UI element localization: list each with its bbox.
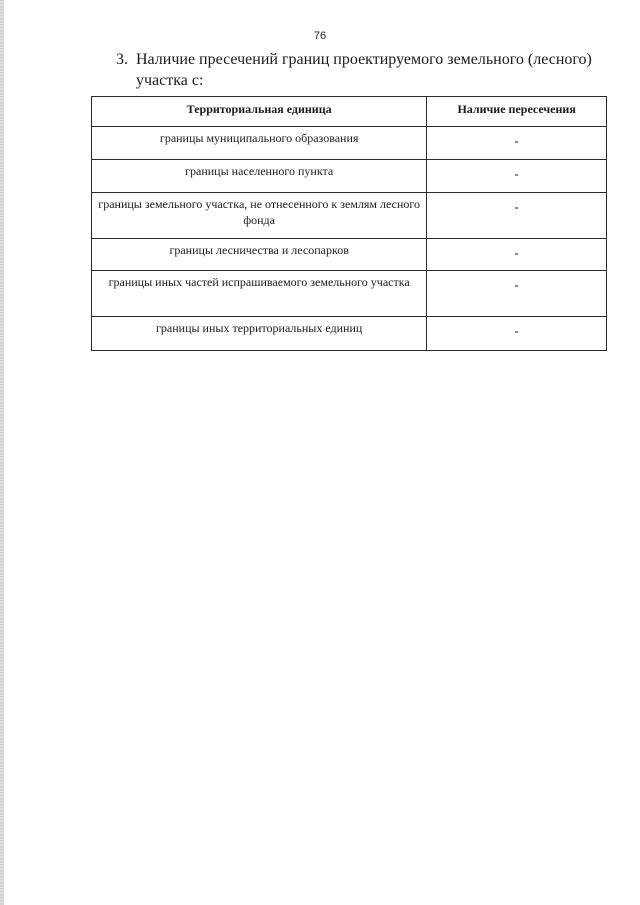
intersection-cell: - [427,317,607,351]
intersection-cell: - [427,127,607,160]
heading-line-1: Наличие пресечений границ проектируемого земельного (лесного) [136,51,592,68]
unit-cell: границы иных территориальных единиц [92,317,427,351]
table-row [92,160,607,193]
intersection-cell: - [427,160,607,193]
intersection-cell: - [427,239,607,271]
table-row [92,239,607,271]
section-number: 3. [116,51,128,68]
heading-line-2: участка с: [136,72,204,89]
table-row [92,127,607,160]
table-row [92,193,607,239]
territorial-units-table [91,96,607,351]
unit-cell: границы лесничества и лесопарков [92,239,427,271]
page-number: 76 [313,30,327,42]
unit-cell: границы населенного пункта [92,160,427,193]
unit-cell: границы земельного участка, не отнесенного к землям лесного фонда [92,193,427,239]
section-heading [116,49,596,91]
table-row [92,317,607,351]
intersection-cell: - [427,271,607,317]
column-header-unit: Территориальная единица [92,97,427,127]
table-row [92,271,607,317]
intersection-cell: - [427,193,607,239]
column-header-intersection: Наличие пересечения [427,97,607,127]
scan-edge-artifact [0,0,4,905]
table-header-row [92,97,607,127]
unit-cell: границы иных частей испрашиваемого земельного участка [92,271,427,317]
unit-cell: границы муниципального образования [92,127,427,160]
